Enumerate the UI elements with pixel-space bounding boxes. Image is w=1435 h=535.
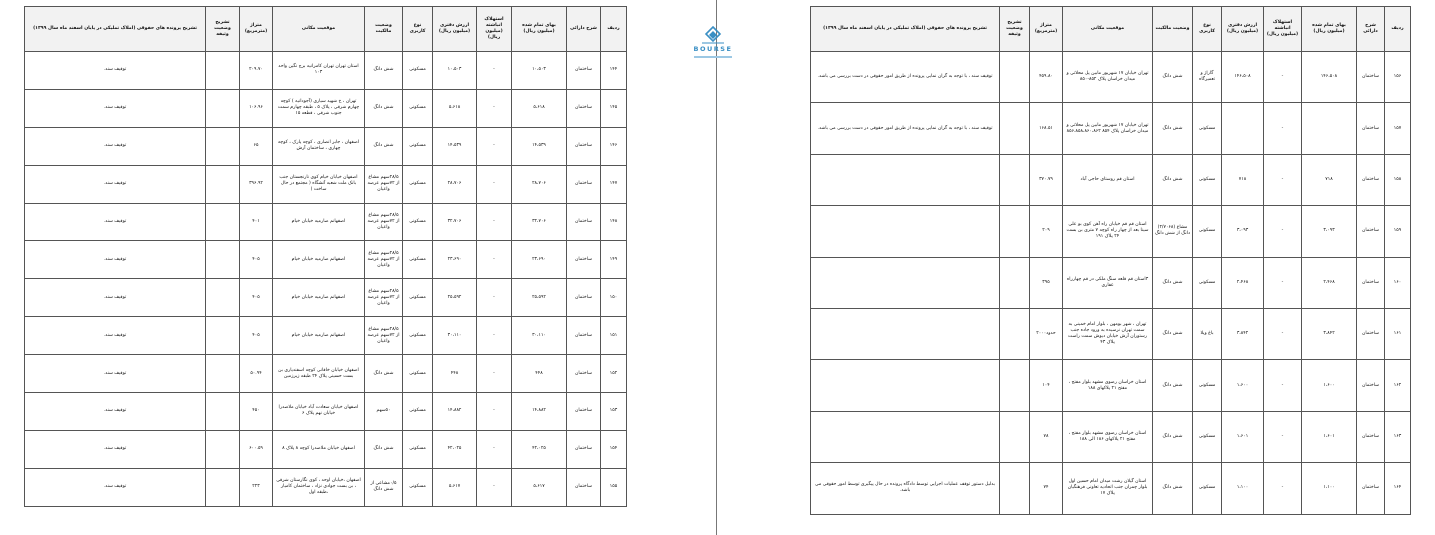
cell-ownership: شش دانگ	[1153, 154, 1193, 205]
cell-row-number: ۱۵۸	[1385, 154, 1411, 205]
cell-usage: مسکونی	[1193, 103, 1222, 154]
cell-row-number: ۱۶۰	[1385, 257, 1411, 308]
table-row	[811, 257, 1411, 308]
cell-book-value: ۳۲،۷۰۶	[433, 203, 477, 241]
cell-usage: مسکونی	[1193, 360, 1222, 411]
cell-asset: ساختمان	[567, 165, 601, 203]
cell-asset: ساختمان	[1357, 103, 1385, 154]
table-row	[25, 317, 627, 355]
cell-depreciation: -	[477, 355, 512, 393]
cell-legal: توقیف سند.	[25, 355, 206, 393]
cell-row-number: ۱۴۹	[601, 241, 627, 279]
cell-area: ۴۰۱	[240, 203, 273, 241]
cell-book-value: ۱،۱۰۰	[1222, 463, 1264, 514]
header-legal: تشریح پرونده های حقوقی (املاک تملیکی در پایان اسفند ماه سال ۱۳۹۹)	[811, 7, 1000, 52]
cell-book-value: ۱،۶۰۰	[1222, 360, 1264, 411]
cell-area: ۱۶۸.۵۱	[1030, 103, 1063, 154]
cell-usage: مسکونی	[403, 203, 433, 241]
cell-depreciation: -	[477, 317, 512, 355]
cell-row-number: ۱۵۵	[601, 468, 627, 506]
cell-row-number: ۱۵۷	[1385, 103, 1411, 154]
cell-finished-price: ۲۳،۶۹۰	[512, 241, 567, 279]
cell-finished-price: ۴۲،۰۲۵	[512, 430, 567, 468]
cell-location: تهران ، شهر بومهن ، بلوار امام خمینی به سمت تهران نرسیده به ورود جاده جنب رستوران آرش خیابان دیوش سمت راست پلاک ۴۳	[1063, 308, 1153, 359]
cell-location: استان قم قم خیابان راه آهن کوی بو علی سینا بعد از چهار راه کوچه ۷ متری بن بست ۲۴ پلاک ۱۹۱	[1063, 206, 1153, 257]
cell-asset: ساختمان	[1357, 463, 1385, 514]
cell-ownership: ۲۸/۵سهم مشاع از ۷۲سهم عرصه واعیان	[365, 203, 403, 241]
cell-depreciation: -	[1264, 463, 1302, 514]
cell-finished-price: ۳،۸۴۲	[1302, 308, 1357, 359]
cell-legal: توقیف سند ، با توجه به گران نمایی پرونده از طریق امور حقوقی در دست بررسی می باشد.	[811, 52, 1000, 103]
header-row-number: ردیف	[601, 7, 627, 52]
header-row	[811, 7, 1411, 52]
cell-collateral	[206, 279, 240, 317]
cell-legal	[811, 411, 1000, 462]
cell-finished-price: ۷۱۸	[1302, 154, 1357, 205]
cell-usage: مسکونی	[1193, 411, 1222, 462]
cell-asset: ساختمان	[1357, 154, 1385, 205]
cell-collateral	[1000, 103, 1030, 154]
cell-collateral	[1000, 411, 1030, 462]
cell-collateral	[206, 52, 240, 90]
cell-area: ۳۹۵	[1030, 257, 1063, 308]
cell-collateral	[206, 203, 240, 241]
cell-finished-price: ۱،۱۰۰	[1302, 463, 1357, 514]
table-row	[25, 241, 627, 279]
cell-ownership: شش دانگ	[1153, 257, 1193, 308]
cell-ownership: شش دانگ	[1153, 360, 1193, 411]
cell-asset: ساختمان	[567, 393, 601, 431]
cell-location: استان گیلان رشت میدان امام حسین اول بلوار چمران جنب اتحادیه تعاونی فرهنگیان پلاک ۱۷	[1063, 463, 1153, 514]
cell-asset: ساختمان	[567, 355, 601, 393]
cell-location: تهران ، خ شهید سیاری (آجودانیه ) کوچه چهارم شرقی ، پلاک ۵ ، طبقه چهارم سمت جنوب شرقی ، قطعه ۱۵	[273, 89, 365, 127]
cell-usage: مسکونی	[403, 279, 433, 317]
cell-legal: توقیف سند.	[25, 203, 206, 241]
cell-ownership: شش دانگ	[365, 52, 403, 90]
cell-usage: مسکونی	[1193, 206, 1222, 257]
cell-row-number: ۱۶۱	[1385, 308, 1411, 359]
cell-row-number: ۱۶۲	[1385, 360, 1411, 411]
cell-book-value: ۲۸،۷۰۶	[433, 165, 477, 203]
cell-collateral	[1000, 206, 1030, 257]
cell-area: ۷۸	[1030, 411, 1063, 462]
cell-area: ۲۰۹.۷۰	[240, 52, 273, 90]
cell-usage: مسکونی	[403, 355, 433, 393]
cell-book-value: ۴۴۸	[433, 355, 477, 393]
cell-asset: ساختمان	[1357, 257, 1385, 308]
table-body-right	[811, 52, 1411, 515]
table-row	[25, 430, 627, 468]
cell-depreciation: -	[1264, 308, 1302, 359]
cell-legal: توقیف سند ، با توجه به گران نمایی پرونده از طریق امور حقوقی در دست بررسی می باشد.	[811, 103, 1000, 154]
cell-area: حدود۲۰۰۰	[1030, 308, 1063, 359]
cell-row-number: ۱۵۲	[601, 355, 627, 393]
cell-row-number: ۱۵۱	[601, 317, 627, 355]
table-row	[811, 308, 1411, 359]
cell-legal: توقیف سند.	[25, 468, 206, 506]
table-row	[25, 468, 627, 506]
cell-book-value: ۲۳،۶۹۰	[433, 241, 477, 279]
cell-depreciation: -	[1264, 52, 1302, 103]
cell-legal: توقیف سند.	[25, 165, 206, 203]
table-row	[25, 165, 627, 203]
cell-legal: توقیف سند.	[25, 52, 206, 90]
cell-book-value	[1222, 103, 1264, 154]
header-finished-price: بهای تمام شده (میلیون ریال)	[512, 7, 567, 52]
cell-collateral	[206, 241, 240, 279]
cell-location: اصفهان ،خیابان اوحد ، کوی نگارستان شرقی ، بن بست جوادی نژاد ، ساختمان کامیار ،طبقه اول	[273, 468, 365, 506]
header-legal: تشریح پرونده های حقوقی (املاک تملیکی در پایان اسفند ماه سال ۱۳۹۹)	[25, 7, 206, 52]
cell-book-value: ۲،۴۶۸	[1222, 257, 1264, 308]
cell-asset: ساختمان	[567, 241, 601, 279]
cell-finished-price: ۱،۶۰۱	[1302, 411, 1357, 462]
table-row	[25, 89, 627, 127]
table-row	[811, 463, 1411, 514]
cell-collateral	[206, 165, 240, 203]
bourse-logo-underline	[694, 56, 732, 58]
cell-ownership: ۲۸/۵سهم مشاع از ۷۲سهم عرصه واعیان	[365, 279, 403, 317]
cell-depreciation: -	[477, 241, 512, 279]
page-divider	[716, 0, 717, 535]
cell-legal: توقیف سند.	[25, 279, 206, 317]
header-finished-price: بهای تمام شده (میلیون ریال)	[1302, 7, 1357, 52]
cell-legal	[811, 206, 1000, 257]
cell-area: ۴۰۵	[240, 241, 273, 279]
cell-book-value: ۳۰،۱۱۰	[433, 317, 477, 355]
left-page	[24, 6, 626, 507]
cell-depreciation: -	[477, 127, 512, 165]
cell-location: اصفهانم صارمیه خیابان خیام	[273, 317, 365, 355]
cell-ownership: شش دانگ	[1153, 308, 1193, 359]
cell-book-value: ۳،۰۹۳	[1222, 206, 1264, 257]
header-location: موقعیت مکانی	[1063, 7, 1153, 52]
table-row	[25, 203, 627, 241]
cell-book-value: ۲۵،۵۹۲	[433, 279, 477, 317]
cell-location: اصفهانم صارمیه خیابان خیام	[273, 241, 365, 279]
bourse-logo-text: BOURSE	[693, 45, 733, 53]
cell-row-number: ۱۵۹	[1385, 206, 1411, 257]
cell-row-number: ۱۴۴	[601, 52, 627, 90]
cell-collateral	[1000, 257, 1030, 308]
cell-ownership: ۵۰سهم	[365, 393, 403, 431]
cell-usage: مسکونی	[403, 317, 433, 355]
cell-row-number: ۱۴۶	[601, 127, 627, 165]
table-row	[811, 154, 1411, 205]
header-asset: شرح دارائی	[567, 7, 601, 52]
cell-usage: مسکونی	[403, 430, 433, 468]
table-row	[25, 127, 627, 165]
cell-book-value: ۱۴،۸۸۲	[433, 393, 477, 431]
cell-depreciation: -	[477, 468, 512, 506]
cell-legal	[811, 257, 1000, 308]
cell-row-number: ۱۵۴	[601, 430, 627, 468]
cell-collateral	[1000, 154, 1030, 205]
cell-row-number: ۱۶۴	[1385, 463, 1411, 514]
cell-area: ۷۴	[1030, 463, 1063, 514]
cell-area: ۳۷۰.۷۹	[1030, 154, 1063, 205]
cell-asset: ساختمان	[1357, 360, 1385, 411]
cell-location: اصفهان خیابان خاقانی کوچه اسفندیاری بن بست حسینی پلاک ۲۴ طبقه زیرزمین	[273, 355, 365, 393]
cell-usage: مسکونی	[1193, 463, 1222, 514]
cell-legal: توقیف سند.	[25, 430, 206, 468]
cell-ownership: شش دانگ	[1153, 103, 1193, 154]
cell-collateral	[206, 430, 240, 468]
cell-usage: گاراژ و تعمیرگاه	[1193, 52, 1222, 103]
cell-legal	[811, 308, 1000, 359]
cell-area: ۵۰.۹۴	[240, 355, 273, 393]
cell-location: استان خراسان رضوی مشهد بلوار مفتح ، مفتح ۲۱ پلاکهای ۱۸۶ الی ۱۸۸	[1063, 411, 1153, 462]
cell-collateral	[1000, 463, 1030, 514]
cell-depreciation: -	[477, 203, 512, 241]
cell-area: ۴۵۰	[240, 393, 273, 431]
cell-book-value: ۳،۸۴۲	[1222, 308, 1264, 359]
cell-area: ۲۲۳	[240, 468, 273, 506]
cell-asset: ساختمان	[567, 430, 601, 468]
cell-collateral	[206, 468, 240, 506]
table-row	[25, 393, 627, 431]
cell-ownership: ۲۸/۵سهم مشاع از ۷۲سهم عرصه واعیان	[365, 317, 403, 355]
cell-ownership: شش دانگ	[365, 355, 403, 393]
cell-depreciation: -	[1264, 360, 1302, 411]
cell-collateral	[206, 393, 240, 431]
cell-legal: بدلیل دستور توقف عملیات اجرایی توسط دادگاه پرونده در حال پیگیری توسط امور حقوقی می باشد.	[811, 463, 1000, 514]
cell-location: اصفهانم صارمیه خیابان خیام	[273, 279, 365, 317]
assets-table-right	[810, 6, 1411, 515]
cell-area: ۶۰۰.۵۹	[240, 430, 273, 468]
bourse-logo	[690, 26, 736, 60]
cell-usage: مسکونی	[403, 393, 433, 431]
cell-finished-price: ۵،۶۱۷	[512, 468, 567, 506]
cell-collateral	[1000, 308, 1030, 359]
cell-depreciation: -	[477, 279, 512, 317]
table-row	[25, 52, 627, 90]
assets-table-left	[24, 6, 627, 507]
cell-finished-price: ۲،۴۶۸	[1302, 257, 1357, 308]
cell-depreciation: -	[1264, 103, 1302, 154]
header-collateral: تشریح وضعیت وثیقه	[206, 7, 240, 52]
cell-asset: ساختمان	[567, 127, 601, 165]
header-row-number: ردیف	[1385, 7, 1411, 52]
cell-asset: ساختمان	[567, 52, 601, 90]
cell-usage: مسکونی	[403, 468, 433, 506]
cell-row-number: ۱۴۷	[601, 165, 627, 203]
cell-area: ۴۰۵	[240, 317, 273, 355]
cell-ownership: مشاع (۲/۷۰۶۸) دانگ از شش دانگ	[1153, 206, 1193, 257]
cell-finished-price: ۱۰،۵۰۳	[512, 52, 567, 90]
cell-legal: توقیف سند.	[25, 317, 206, 355]
cell-depreciation: -	[1264, 154, 1302, 205]
cell-row-number: ۱۵۳	[601, 393, 627, 431]
header-area: متراژ (مترمربع)	[1030, 7, 1063, 52]
cell-area: ۴۵۹.۸۰	[1030, 52, 1063, 103]
header-depreciation: استهلاک انباشته (میلیون ریال)	[1264, 7, 1302, 52]
table-row	[811, 103, 1411, 154]
table-row	[25, 279, 627, 317]
cell-location: ۳استان قم قلعه سنگ ملکی در قم چهارراه غفاری	[1063, 257, 1153, 308]
cell-depreciation: -	[477, 89, 512, 127]
cell-area: ۶۵	[240, 127, 273, 165]
header-area: متراژ (مترمربع)	[240, 7, 273, 52]
header-asset: شرح دارائی	[1357, 7, 1385, 52]
cell-ownership: شش دانگ	[365, 430, 403, 468]
cell-usage: مسکونی	[403, 165, 433, 203]
cell-finished-price: ۱۴،۸۸۲	[512, 393, 567, 431]
bourse-logo-icon	[690, 26, 736, 46]
cell-collateral	[206, 89, 240, 127]
cell-legal: توقیف سند.	[25, 393, 206, 431]
cell-finished-price: ۳،۰۹۳	[1302, 206, 1357, 257]
cell-depreciation: -	[1264, 206, 1302, 257]
cell-asset: ساختمان	[567, 279, 601, 317]
cell-asset: ساختمان	[567, 89, 601, 127]
cell-legal	[811, 154, 1000, 205]
cell-usage: مسکونی	[1193, 154, 1222, 205]
cell-row-number: ۱۶۳	[1385, 411, 1411, 462]
cell-book-value: ۵،۶۱۷	[433, 468, 477, 506]
cell-usage: باغ ویلا	[1193, 308, 1222, 359]
cell-finished-price: ۲۸،۷۰۶	[512, 165, 567, 203]
cell-asset: ساختمان	[567, 317, 601, 355]
header-row	[25, 7, 627, 52]
cell-location: اصفهانم صارمیه خیابان خیام	[273, 203, 365, 241]
cell-finished-price: ۳۰،۱۱۰	[512, 317, 567, 355]
cell-collateral	[206, 317, 240, 355]
cell-finished-price: ۲۵،۵۹۲	[512, 279, 567, 317]
cell-asset: ساختمان	[1357, 52, 1385, 103]
cell-book-value: ۱۴،۵۳۹	[433, 127, 477, 165]
cell-location: تهران خیابان ۱۷ شهریور مابین پل محلاتی و میدان خراسان پلاک ۸۵۴ ۸۵۶،۸۵۸،۸۶۰،۸۶۲	[1063, 103, 1153, 154]
table-row	[811, 52, 1411, 103]
cell-location: تهران خیابان ۱۷ شهریور مابین پل محلاتی و میدان خراسان پلاک ۸۵۲-۸۵۰	[1063, 52, 1153, 103]
cell-asset: ساختمان	[1357, 411, 1385, 462]
cell-legal: توقیف سند.	[25, 127, 206, 165]
table-row	[811, 360, 1411, 411]
header-collateral: تشریح وضعیت وثیقه	[1000, 7, 1030, 52]
cell-location: اصفهان ، جابر انصاری ، کوچه پارک ، کوچه چهاری ، ساختمان آرش	[273, 127, 365, 165]
cell-usage: مسکونی	[1193, 257, 1222, 308]
cell-ownership: ۲۸/۵سهم مشاع از ۷۲سهم عرصه واعیان	[365, 241, 403, 279]
cell-legal: توقیف سند.	[25, 241, 206, 279]
cell-depreciation: -	[1264, 411, 1302, 462]
cell-usage: مسکونی	[403, 89, 433, 127]
header-usage: نوع کاربری	[1193, 7, 1222, 52]
cell-row-number: ۱۴۵	[601, 89, 627, 127]
cell-row-number: ۱۵۰	[601, 279, 627, 317]
cell-collateral	[206, 355, 240, 393]
cell-ownership: شش دانگ	[1153, 463, 1193, 514]
cell-finished-price: ۵،۶۱۸	[512, 89, 567, 127]
cell-ownership: شش دانگ	[365, 127, 403, 165]
right-page	[810, 6, 1410, 515]
cell-book-value: ۱۴۶،۵۰۸	[1222, 52, 1264, 103]
cell-location: استان خراسان رضوی مشهد بلوار مفتح ، مفتح ۲۱ پلاکهای ۱۸۸	[1063, 360, 1153, 411]
cell-usage: مسکونی	[403, 52, 433, 90]
cell-location: اصفهان خیابان سعادت آباد خیابان ملاصدرا خیابان نهم پلاک ۶	[273, 393, 365, 431]
cell-asset: ساختمان	[567, 203, 601, 241]
cell-book-value: ۷۱۸	[1222, 154, 1264, 205]
cell-depreciation: -	[477, 165, 512, 203]
table-row	[811, 411, 1411, 462]
cell-ownership: شش دانگ	[1153, 52, 1193, 103]
table-row	[25, 355, 627, 393]
cell-row-number: ۱۴۸	[601, 203, 627, 241]
cell-location: استان تهران تهران کامرانیه برج نگین واحد ۱۰۳	[273, 52, 365, 90]
cell-finished-price: ۳۲،۷۰۶	[512, 203, 567, 241]
header-book-value: ارزش دفتری (میلیون ریال)	[1222, 7, 1264, 52]
cell-asset: ساختمان	[1357, 206, 1385, 257]
cell-book-value: ۱،۶۰۱	[1222, 411, 1264, 462]
cell-finished-price: ۱۴۶،۵۰۸	[1302, 52, 1357, 103]
cell-finished-price: ۱،۶۰۰	[1302, 360, 1357, 411]
cell-location: استان قم روستای حاجی آباد	[1063, 154, 1153, 205]
cell-area: ۱۰۴	[1030, 360, 1063, 411]
cell-collateral	[206, 127, 240, 165]
cell-finished-price	[1302, 103, 1357, 154]
cell-area: ۴۰۵	[240, 279, 273, 317]
cell-ownership: ۲۸/۵سهم مشاع از ۷۲سهم عرصه واعیان	[365, 165, 403, 203]
cell-book-value: ۱۰،۵۰۳	[433, 52, 477, 90]
cell-depreciation: -	[477, 52, 512, 90]
table-row	[811, 206, 1411, 257]
cell-row-number: ۱۵۶	[1385, 52, 1411, 103]
cell-location: اصفهان خیابان خیام کوی نارنجستان جنب بانک ملت شعبه آتشگاه ( مجتمع در حال ساخت )	[273, 165, 365, 203]
cell-area: ۲۰۹	[1030, 206, 1063, 257]
cell-usage: مسکونی	[403, 241, 433, 279]
header-usage: نوع کاربری	[403, 7, 433, 52]
cell-area: ۱۰۶.۹۶	[240, 89, 273, 127]
header-location: موقعیت مکانی	[273, 7, 365, 52]
cell-usage: مسکونی	[403, 127, 433, 165]
header-ownership: وضعیت مالکیت	[365, 7, 403, 52]
cell-finished-price: ۴۴۸	[512, 355, 567, 393]
cell-asset: ساختمان	[567, 468, 601, 506]
header-book-value: ارزش دفتری (میلیون ریال)	[433, 7, 477, 52]
cell-finished-price: ۱۴،۵۳۹	[512, 127, 567, 165]
cell-legal	[811, 360, 1000, 411]
cell-ownership: شش دانگ	[1153, 411, 1193, 462]
cell-ownership: ۰/۵مشاعی از شش دانگ	[365, 468, 403, 506]
cell-collateral	[1000, 52, 1030, 103]
header-depreciation: استهلاک انباشته (میلیون ریال)	[477, 7, 512, 52]
cell-collateral	[1000, 360, 1030, 411]
cell-book-value: ۴۲،۰۲۵	[433, 430, 477, 468]
cell-book-value: ۵،۶۱۸	[433, 89, 477, 127]
header-ownership: وضعیت مالکیت	[1153, 7, 1193, 52]
cell-asset: ساختمان	[1357, 308, 1385, 359]
cell-legal: توقیف سند.	[25, 89, 206, 127]
cell-location: اصفهان خیابان ملاصدرا کوچه ۸ پلاک ۸	[273, 430, 365, 468]
cell-ownership: شش دانگ	[365, 89, 403, 127]
cell-area: ۳۹۶.۹۲	[240, 165, 273, 203]
cell-depreciation: -	[477, 393, 512, 431]
cell-depreciation: -	[1264, 257, 1302, 308]
table-body-left	[25, 52, 627, 507]
cell-depreciation: -	[477, 430, 512, 468]
